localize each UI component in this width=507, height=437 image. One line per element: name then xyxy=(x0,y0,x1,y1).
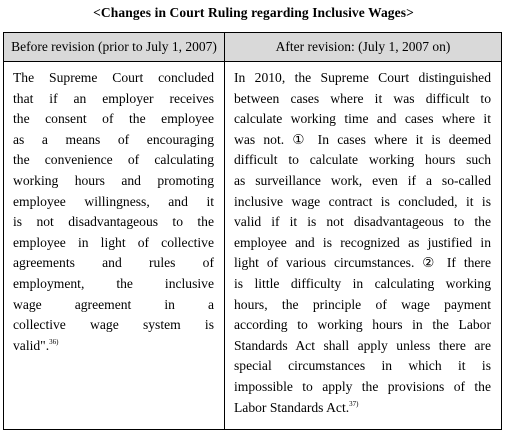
after-line: light of various circumstances. ② If there xyxy=(234,255,491,271)
after-line: hours, the principle of wage payment xyxy=(234,296,491,312)
before-cell xyxy=(4,62,225,430)
header-after: After revision: (July 1, 2007 on) xyxy=(225,33,502,62)
before-line: the convenience of calculating xyxy=(13,152,214,168)
before-last-line xyxy=(13,336,214,357)
after-line: according to working hours in the Labor xyxy=(234,317,491,333)
header-row xyxy=(4,33,502,62)
after-line: special circumstances in which it is xyxy=(234,358,491,374)
before-line: wage agreement in a xyxy=(13,296,214,312)
before-line: agreements and rules of xyxy=(13,255,214,271)
footnote-ref-36: 36) xyxy=(49,337,59,346)
before-line: employment, the inclusive xyxy=(13,275,214,291)
comparison-table xyxy=(3,32,502,430)
after-line: between cases where it was difficult to xyxy=(234,90,491,106)
after-line: was not. ① In cases where it is deemed xyxy=(234,131,491,147)
header-before: Before revision (prior to July 1, 2007) xyxy=(4,33,225,62)
after-line: In 2010, the Supreme Court distinguished xyxy=(234,70,491,85)
before-line: that if an employer receives xyxy=(13,90,214,106)
before-line: The Supreme Court concluded xyxy=(13,70,214,85)
before-line: working hours and promoting xyxy=(13,172,214,188)
after-line-text: Labor Standards Act. xyxy=(234,399,350,415)
after-last-line xyxy=(234,398,491,419)
after-line: is little difficulty in calculating working xyxy=(234,275,491,291)
after-line: as surveillance work, even if a so-called xyxy=(234,172,491,188)
after-line: inclusive wage contract is concluded, it is xyxy=(234,193,491,209)
after-line: valid if it is not disadvantageous to the xyxy=(234,214,491,230)
after-line: employee and is recognized as justified in xyxy=(234,234,491,250)
footnote-ref-37: 37) xyxy=(349,399,359,408)
before-line: collective wage system is xyxy=(13,317,214,333)
after-line: calculate working time and cases where it xyxy=(234,111,491,127)
body-row xyxy=(4,62,502,430)
after-line: Standards Act shall apply unless there are xyxy=(234,337,491,353)
after-cell xyxy=(225,62,502,430)
before-line-text: valid". xyxy=(13,337,50,353)
table-caption: <Changes in Court Ruling regarding Inclusive Wages> xyxy=(93,5,414,20)
before-line: employee willingness, and it xyxy=(13,193,214,209)
before-line: the consent of the employee xyxy=(13,111,214,127)
before-line: is not disadvantageous to the xyxy=(13,214,214,230)
before-line: employee in light of collective xyxy=(13,234,214,250)
after-line: impossible to apply the provisions of the xyxy=(234,378,491,394)
after-line: difficult to calculate working hours such xyxy=(234,152,491,168)
before-line: as a means of encouraging xyxy=(13,131,214,147)
